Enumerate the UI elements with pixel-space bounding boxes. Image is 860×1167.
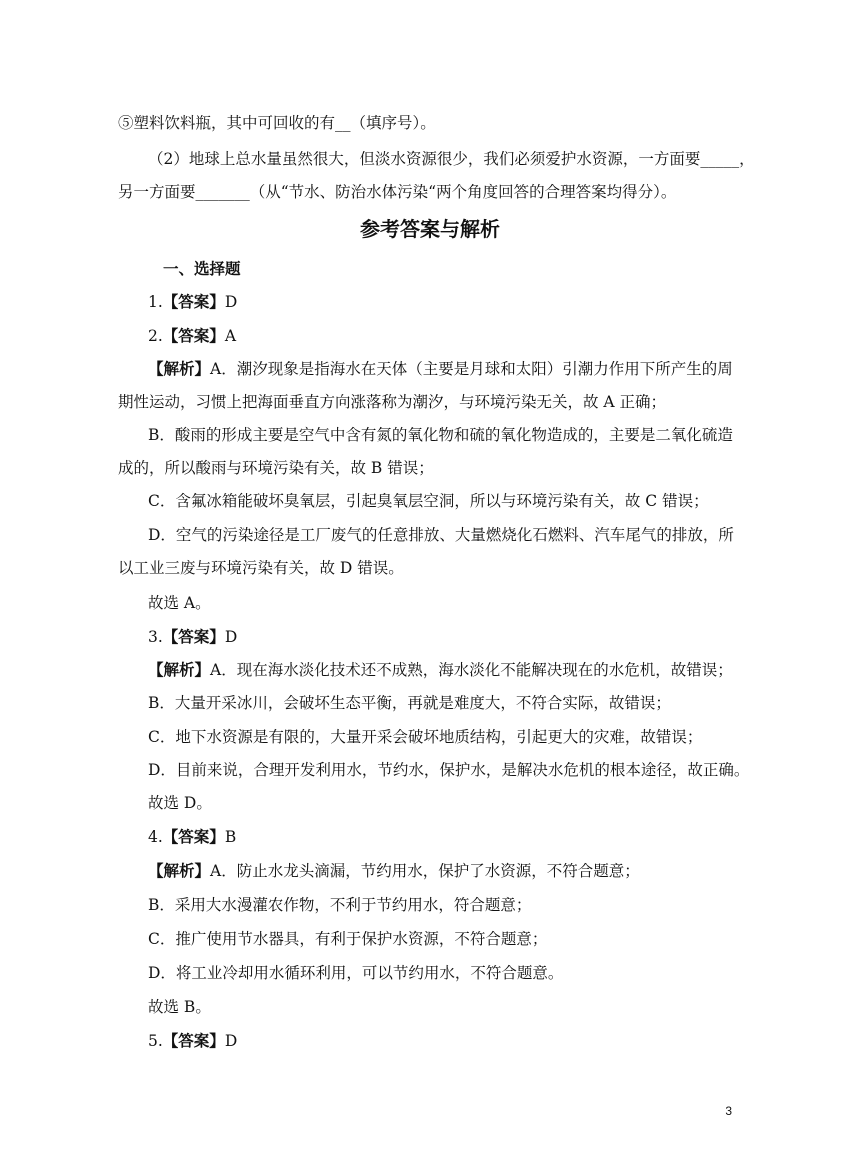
q2-analysis-d-line-2: 以工业三废与环境污染有关，故 D 错误。 [118,559,404,577]
answer-label: 【答案】 [162,628,225,646]
answer-label: 【答案】 [162,1032,225,1050]
q3-analysis-c-line: C．地下水资源是有限的，大量开采会破坏地质结构，引起更大的灾难，故错误； [148,728,703,746]
q4-analysis-c-line: C．推广使用节水器具，有利于保护水资源，不符合题意； [148,930,548,948]
q2-answer-line [148,325,742,347]
q3-analysis-a-text: A．现在海水淡化技术还不成熟，海水淡化不能解决现在的水危机，故错误； [210,661,733,679]
q4-analysis-b-line: B．采用大水漫灌农作物，不利于节约用水，符合题意； [148,896,532,914]
q4-choice-line: 故选 B。 [148,998,211,1016]
q1-answer-line [148,291,742,313]
q2-analysis-b-line-1: B．酸雨的形成主要是空气中含有氮的氧化物和硫的氧化物造成的，主要是二氧化硫造 [148,426,733,444]
q2-choice-line: 故选 A。 [148,594,211,612]
q2-analysis-c-line: C．含氟冰箱能破坏臭氧层，引起臭氧层空洞，所以与环境污染有关，故 C 错误； [148,492,709,510]
q5-number: 5. [148,1032,163,1050]
q2-analysis-d-line-1: D．空气的污染途径是工厂废气的任意排放、大量燃烧化石燃料、汽车尾气的排放，所 [148,526,734,544]
analysis-label: 【解析】 [148,661,211,679]
q2-number: 2. [148,327,163,345]
q2-analysis-a-text-1: A．潮汐现象是指海水在天体（主要是月球和太阳）引潮力作用下所产生的周 [210,360,733,378]
q3-number: 3. [148,628,163,646]
q3-choice-line: 故选 D。 [148,794,212,812]
answer-label: 【答案】 [162,293,225,311]
q2-analysis-a-line-2: 期性运动，习惯上把海面垂直方向涨落称为潮汐，与环境污染无关，故 A 正确； [118,393,667,411]
q4-answer-line [148,826,742,848]
q4-number: 4. [148,828,163,846]
q4-analysis-a-text: A．防止水龙头滴漏，节约用水，保护了水资源，不符合题意； [210,862,640,880]
answer-label: 【答案】 [162,828,225,846]
page-number: 3 [725,1104,732,1118]
q2-answer: A [224,327,237,345]
q3-analysis-d-line: D．目前来说，合理开发利用水，节约水，保护水，是解决水危机的根本途径，故正确。 [148,761,750,779]
answers-title: 参考答案与解析 [360,217,500,241]
q3-answer: D [224,628,238,646]
q3-answer-line [148,626,742,648]
analysis-label: 【解析】 [148,360,211,378]
q2-analysis-a-line-1 [148,358,742,380]
analysis-label: 【解析】 [148,862,211,880]
q2-analysis-b-line-2: 成的，所以酸雨与环境污染有关，故 B 错误； [118,459,434,477]
q4-analysis-d-line: D．将工业冷却用水循环利用，可以节约用水，不符合题意。 [148,964,564,982]
q3-analysis-a-line [148,659,742,681]
q1-answer: D [224,293,238,311]
answer-label: 【答案】 [162,327,225,345]
question-tail-line-3: 另一方面要_______（从“节水、防治水体污染“两个角度回答的合理答案均得分）。 [118,183,677,201]
q5-answer: D [224,1032,238,1050]
q4-analysis-a-line [148,860,742,882]
question-tail-line-2: （2）地球上总水量虽然很大，但淡水资源很少，我们必须爱护水资源，一方面要_____， [148,150,755,168]
q1-number: 1. [148,293,163,311]
q3-analysis-b-line: B．大量开采冰川，会破坏生态平衡，再就是难度大，不符合实际，故错误； [148,694,671,712]
question-tail-line-1: ⑤塑料饮料瓶，其中可回收的有__（填序号）。 [118,114,436,132]
q5-answer-line [148,1030,742,1052]
section-heading: 一、选择题 [163,260,241,278]
q4-answer: B [224,828,237,846]
